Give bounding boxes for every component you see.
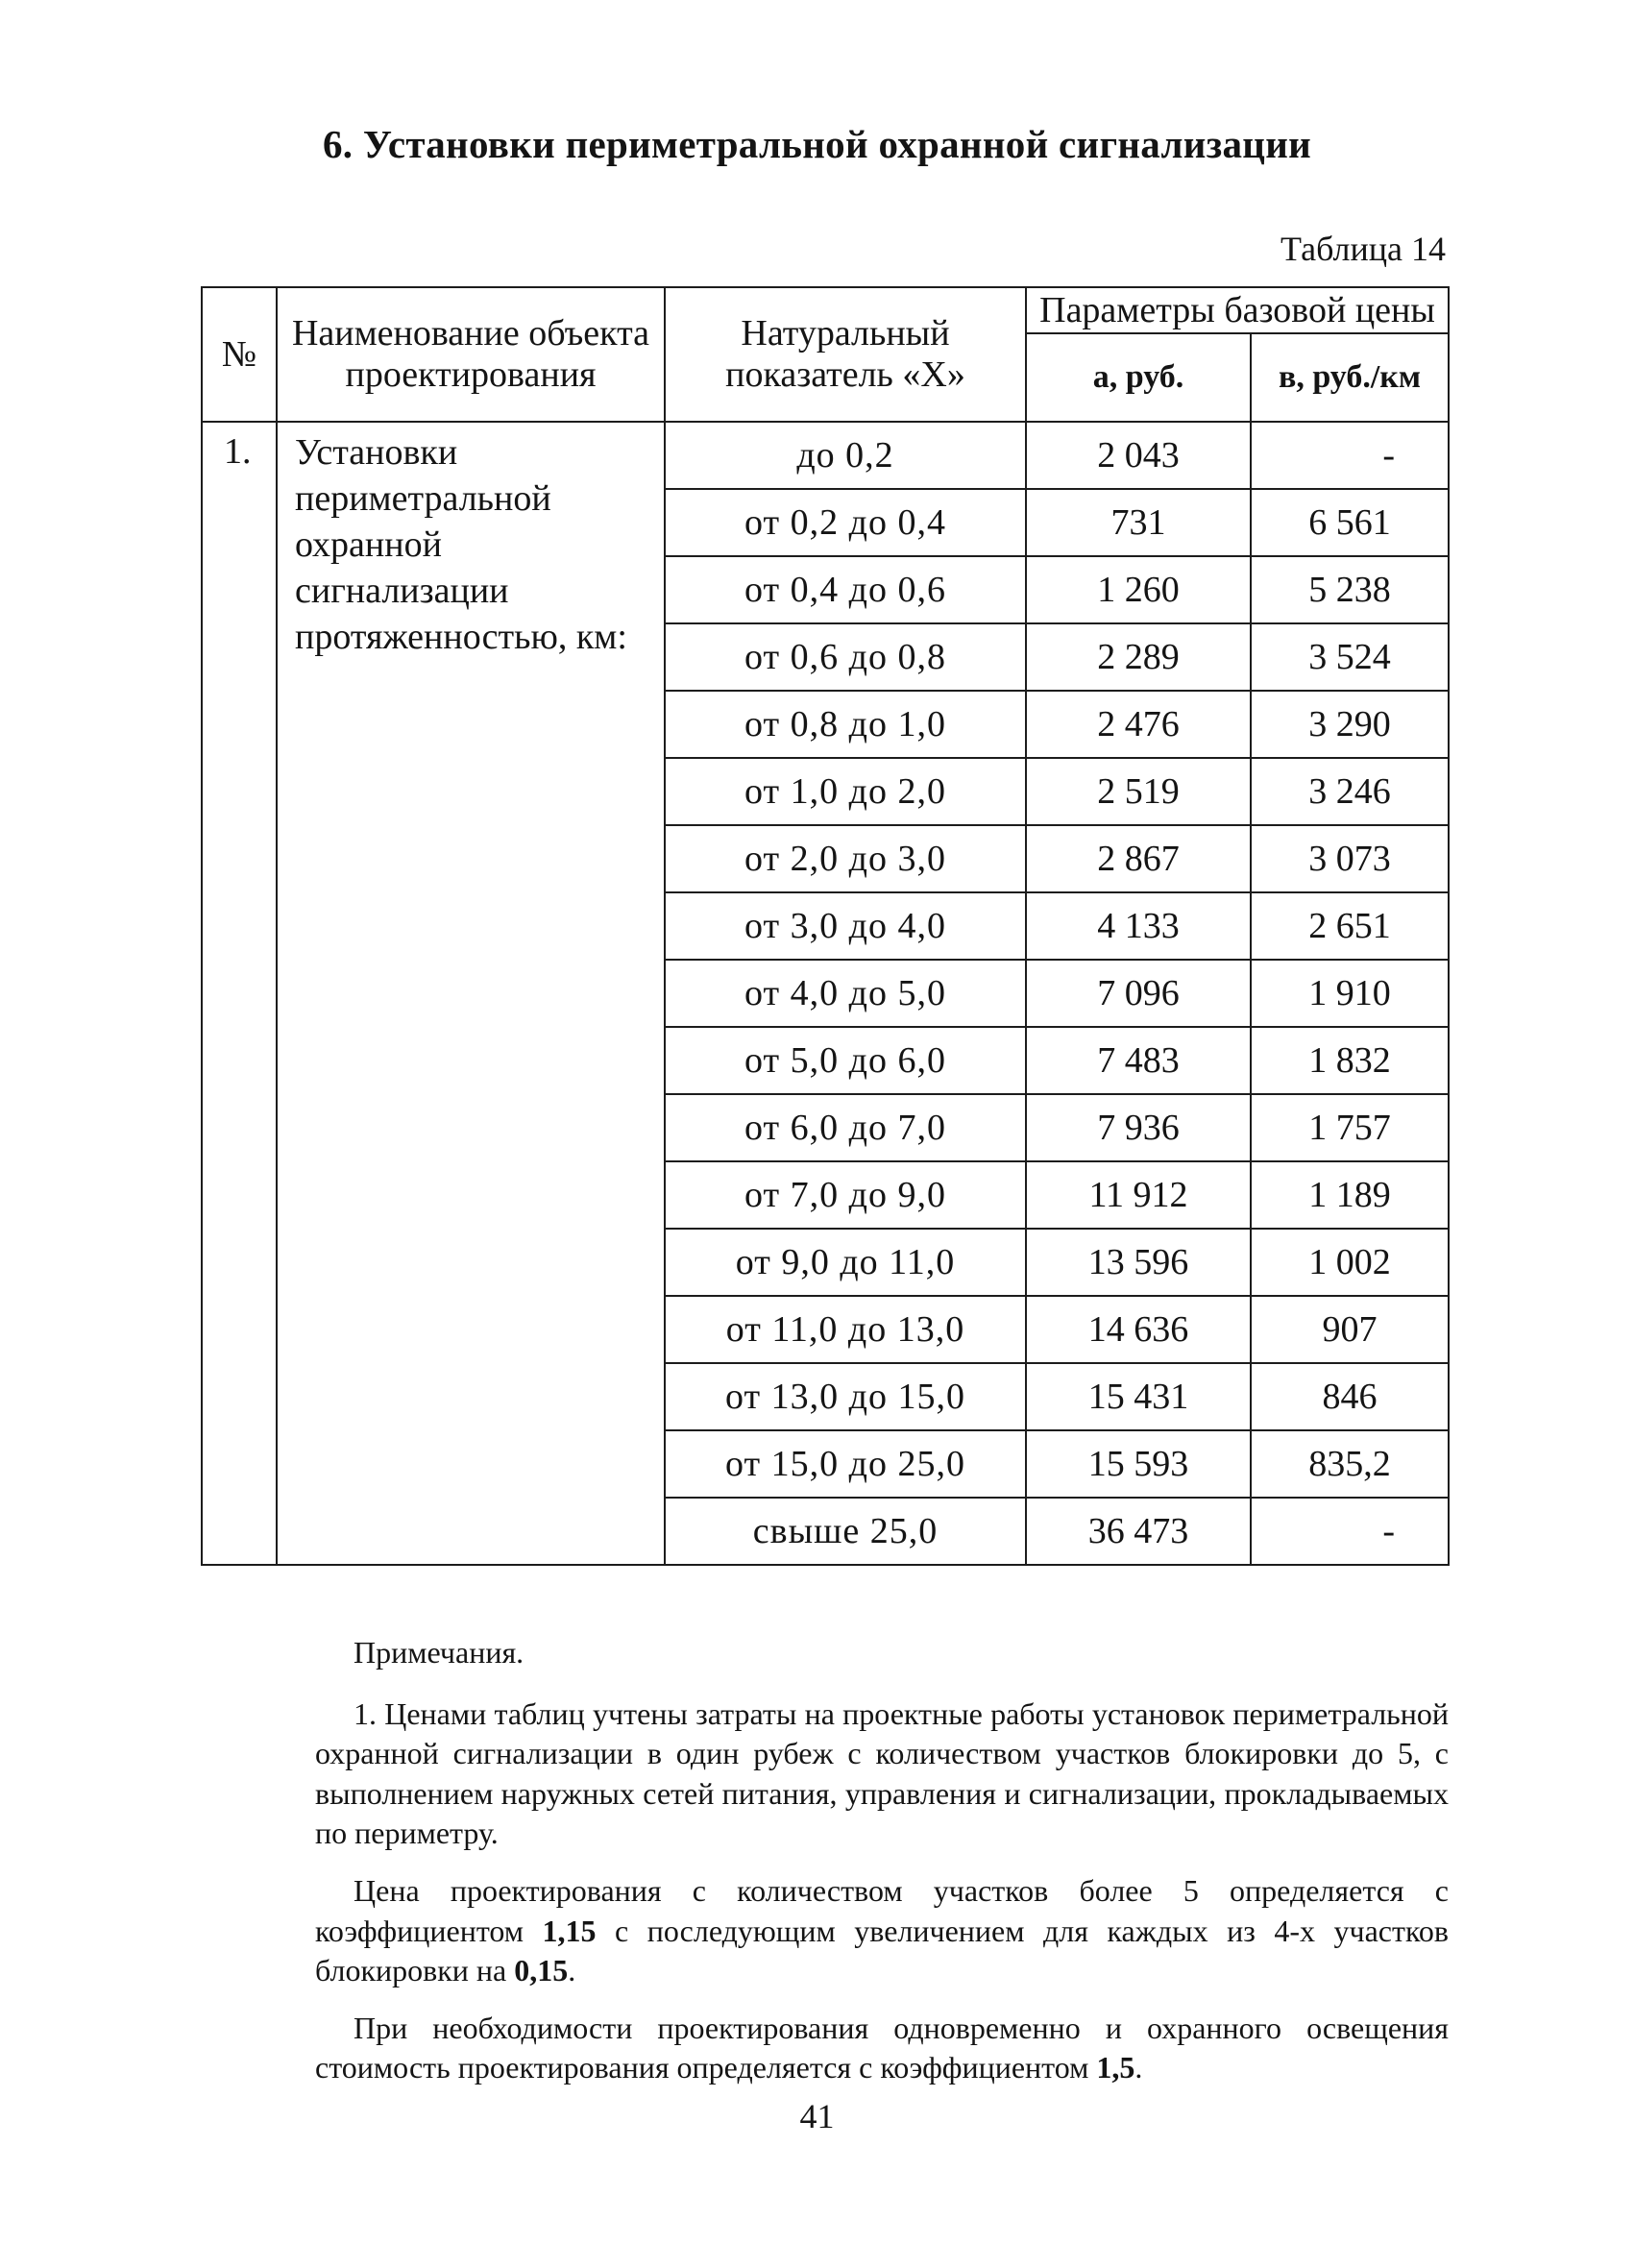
header-indicator: Натуральный показатель «X»: [665, 287, 1026, 422]
param-b-cell: 3 524: [1251, 623, 1449, 691]
notes-title: Примечания.: [354, 1635, 524, 1670]
range-cell: от 0,8 до 1,0: [665, 691, 1026, 758]
param-b-cell: 1 910: [1251, 960, 1449, 1027]
param-b-cell: 3 246: [1251, 758, 1449, 825]
param-a-cell: 7 936: [1026, 1094, 1251, 1161]
param-b-cell: 3 073: [1251, 825, 1449, 892]
param-a-cell: 11 912: [1026, 1161, 1251, 1229]
header-a: а, руб.: [1026, 333, 1251, 422]
header-object-name: Наименование объекта проектирования: [277, 287, 665, 422]
range-cell: от 6,0 до 7,0: [665, 1094, 1026, 1161]
param-b-cell: -: [1251, 422, 1449, 489]
param-b-cell: 907: [1251, 1296, 1449, 1363]
param-a-cell: 2 476: [1026, 691, 1251, 758]
note-paragraph-1: 1. Ценами таблиц учтены затраты на проектные работы установок периметральной охранной сигнализации в один рубеж с количеством участков блокировки до 5, с выполнением наружных сетей питания, управления и сигнализации, прокладываемых по периметру.: [315, 1695, 1449, 1851]
param-a-cell: 14 636: [1026, 1296, 1251, 1363]
note-3-coefficient: 1,5: [1096, 2050, 1135, 2085]
notes-section: [315, 1633, 1449, 2106]
param-a-cell: 2 519: [1026, 758, 1251, 825]
table-header: [202, 287, 1449, 422]
header-b: в, руб./км: [1251, 333, 1449, 422]
row-number: 1.: [202, 422, 277, 1565]
note-3-text-end: .: [1134, 2050, 1143, 2085]
range-cell: от 0,2 до 0,4: [665, 489, 1026, 556]
param-b-cell: 1 832: [1251, 1027, 1449, 1094]
param-a-cell: 13 596: [1026, 1229, 1251, 1296]
note-2-text-middle: с последующим увеличением для каждых из 4-х участков блокировки на: [315, 1913, 1450, 1988]
param-b-cell: 846: [1251, 1363, 1449, 1430]
range-cell: от 7,0 до 9,0: [665, 1161, 1026, 1229]
param-b-cell: 835,2: [1251, 1430, 1449, 1498]
param-a-cell: 15 431: [1026, 1363, 1251, 1430]
note-2-coefficient-2: 0,15: [514, 1953, 569, 1988]
note-2-coefficient-1: 1,15: [542, 1913, 597, 1948]
range-cell: от 3,0 до 4,0: [665, 892, 1026, 960]
range-cell: от 1,0 до 2,0: [665, 758, 1026, 825]
range-cell: от 11,0 до 13,0: [665, 1296, 1026, 1363]
range-cell: от 5,0 до 6,0: [665, 1027, 1026, 1094]
range-cell: от 15,0 до 25,0: [665, 1430, 1026, 1498]
page-number: 41: [799, 2097, 835, 2135]
param-a-cell: 36 473: [1026, 1498, 1251, 1565]
range-cell: от 0,6 до 0,8: [665, 623, 1026, 691]
param-b-cell: 1 002: [1251, 1229, 1449, 1296]
param-b-cell: 1 757: [1251, 1094, 1449, 1161]
param-a-cell: 7 483: [1026, 1027, 1251, 1094]
note-paragraph-3: [315, 2009, 1449, 2088]
object-name: Установки периметральной охранной сигнализации протяженностью, км:: [277, 422, 665, 1565]
price-table: [201, 286, 1450, 1566]
table-row: [202, 422, 1449, 489]
note-2-text-start: Цена проектирования с количеством участков более 5 определяется с коэффициентом: [315, 1872, 1449, 1948]
range-cell: свыше 25,0: [665, 1498, 1026, 1565]
range-cell: от 13,0 до 15,0: [665, 1363, 1026, 1430]
param-a-cell: 2 043: [1026, 422, 1251, 489]
table-body: [202, 422, 1449, 1565]
param-b-cell: 1 189: [1251, 1161, 1449, 1229]
range-cell: от 0,4 до 0,6: [665, 556, 1026, 623]
param-a-cell: 7 096: [1026, 960, 1251, 1027]
range-cell: от 2,0 до 3,0: [665, 825, 1026, 892]
param-b-cell: -: [1251, 1498, 1449, 1565]
header-num: №: [202, 287, 277, 422]
range-cell: от 4,0 до 5,0: [665, 960, 1026, 1027]
table-caption: Таблица 14: [1280, 230, 1446, 268]
note-3-text-start: При необходимости проектирования одновременно и охранного освещения стоимость проектирования определяется с коэффициентом: [315, 2010, 1449, 2085]
param-b-cell: 2 651: [1251, 892, 1449, 960]
header-price-group: Параметры базовой цены: [1026, 287, 1449, 333]
param-a-cell: 731: [1026, 489, 1251, 556]
param-b-cell: 6 561: [1251, 489, 1449, 556]
param-b-cell: 3 290: [1251, 691, 1449, 758]
param-a-cell: 2 289: [1026, 623, 1251, 691]
param-a-cell: 1 260: [1026, 556, 1251, 623]
param-a-cell: 4 133: [1026, 892, 1251, 960]
section-title: 6. Установки периметральной охранной сигнализации: [322, 122, 1312, 166]
param-a-cell: 2 867: [1026, 825, 1251, 892]
range-cell: от 9,0 до 11,0: [665, 1229, 1026, 1296]
note-paragraph-2: [315, 1871, 1449, 1991]
param-b-cell: 5 238: [1251, 556, 1449, 623]
param-a-cell: 15 593: [1026, 1430, 1251, 1498]
range-cell: до 0,2: [665, 422, 1026, 489]
note-2-text-end: .: [568, 1953, 576, 1988]
